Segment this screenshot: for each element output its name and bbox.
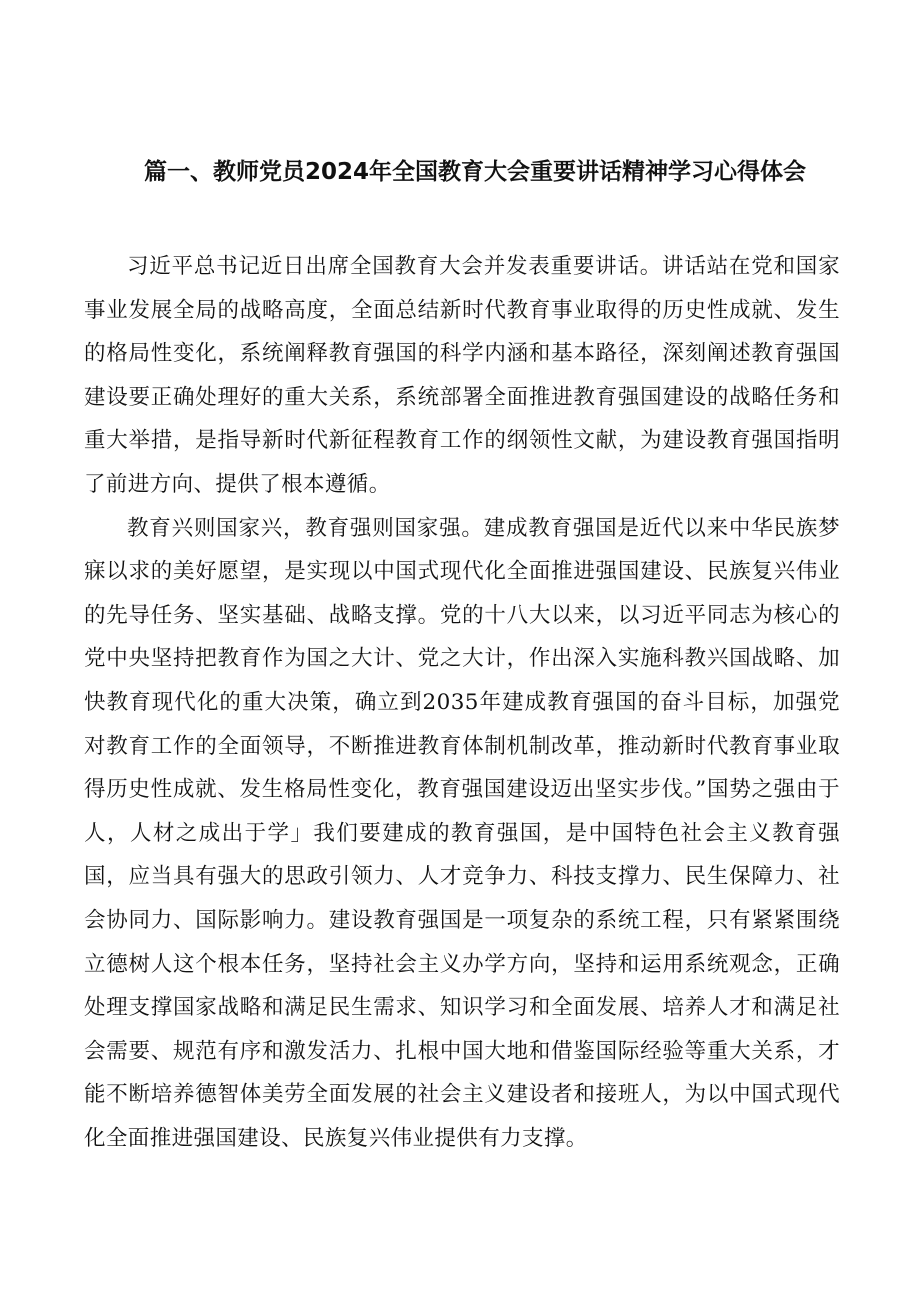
- document-title: 篇一、教师党员2024年全国教育大会重要讲话精神学习心得体会: [143, 159, 806, 185]
- document-body: [84, 245, 840, 1160]
- paragraph-1: 习近平总书记近日出席全国教育大会并发表重要讲话。讲话站在党和国家事业发展全局的战略高度，全面总结新时代教育事业取得的历史性成就、发生的格局性变化，系统阐释教育强国的科学内涵和基本路径，深刻阐述教育强国建设要正确处理好的重大关系，系统部署全面推进教育强国建设的战略任务和重大举措，是指导新时代新征程教育工作的纲领性文献，为建设教育强国指明了前进方向、提供了根本遵循。: [84, 254, 840, 497]
- paragraph-2: 教育兴则国家兴，教育强则国家强。建成教育强国是近代以来中华民族梦寐以求的美好愿望，是实现以中国式现代化全面推进强国建设、民族复兴伟业的先导任务、坚实基础、战略支撑。党的十八大以来，以习近平同志为核心的党中央坚持把教育作为国之大计、党之大计，作出深入实施科教兴国战略、加快教育现代化的重大决策，确立到2035年建成教育强国的奋斗目标，加强党对教育工作的全面领导，不断推进教育体制机制改革，推动新时代教育事业取得历史性成就、发生格局性变化，教育强国建设迈出坚实步伐。”国势之强由于人，人材之成出于学」我们要建成的教育强国，是中国特色社会主义教育强国，应当具有强大的思政引领力、人才竞争力、科技支撑力、民生保障力、社会协同力、国际影响力。建设教育强国是一项复杂的系统工程，只有紧紧围绕立德树人这个根本任务，坚持社会主义办学方向，坚持和运用系统观念，正确处理支撑国家战略和满足民生需求、知识学习和全面发展、培养人才和满足社会需要、规范有序和激发活力、扎根中国大地和借鉴国际经验等重大关系，才能不断培养德智体美劳全面发展的社会主义建设者和接班人，为以中国式现代化全面推进强国建设、民族复兴伟业提供有力支撑。: [84, 515, 840, 1151]
